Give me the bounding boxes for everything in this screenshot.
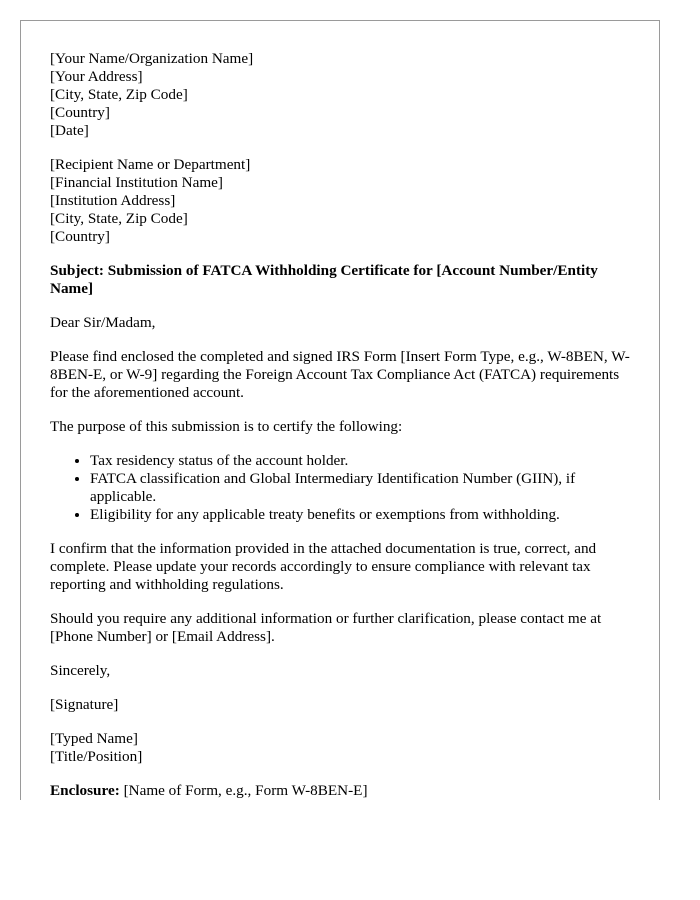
paragraph-contact: Should you require any additional information or further clarification, please contact me at [Phone Number] or [Email Address].	[50, 610, 602, 645]
sender-country: [Country]	[50, 104, 110, 121]
paragraph-confirmation: I confirm that the information provided in the attached documentation is true, correct, and complete. Please update your records accordingly to ensure compliance with relevant tax reporting and withholding regulations.	[50, 540, 597, 593]
recipient-name: [Recipient Name or Department]	[50, 156, 251, 173]
signature-placeholder: [Signature]	[50, 696, 119, 713]
closing: Sincerely,	[50, 662, 111, 679]
sender-city-state-zip: [City, State, Zip Code]	[50, 86, 188, 103]
salutation: Dear Sir/Madam,	[50, 314, 156, 331]
title-position: [Title/Position]	[50, 748, 143, 765]
recipient-block	[50, 156, 640, 246]
list-item: • Tax residency status of the account holder.	[90, 452, 640, 470]
list-item: • FATCA classification and Global Intermediary Identification Number (GIIN), if applicable.	[90, 470, 640, 506]
typed-name: [Typed Name]	[50, 730, 138, 747]
paragraph-purpose: The purpose of this submission is to certify the following:	[50, 418, 403, 435]
enclosure-label: Enclosure:	[50, 782, 120, 799]
list-item: • Eligibility for any applicable treaty benefits or exemptions from withholding.	[90, 506, 640, 524]
enclosure-value: [Name of Form, e.g., Form W-8BEN-E]	[119, 782, 368, 799]
sender-name: [Your Name/Organization Name]	[50, 50, 254, 67]
enclosure-line	[50, 782, 640, 800]
recipient-city-state-zip: [City, State, Zip Code]	[50, 210, 188, 227]
recipient-address: [Institution Address]	[50, 192, 176, 209]
paragraph-enclosed-form: Please find enclosed the completed and signed IRS Form [Insert Form Type, e.g., W-8BEN, W-8BEN-E, or W-9] regarding the Foreign Account Tax Compliance Act (FATCA) requirements for the aforementioned account.	[50, 348, 630, 401]
letter-date: [Date]	[50, 122, 89, 139]
sender-address: [Your Address]	[50, 68, 143, 85]
sender-block	[50, 50, 640, 140]
recipient-country: [Country]	[50, 228, 110, 245]
certification-list	[50, 452, 640, 524]
signer-block	[50, 730, 640, 766]
subject-line: Subject: Submission of FATCA Withholding Certificate for [Account Number/Entity Name]	[50, 262, 598, 297]
letter-body	[50, 50, 640, 816]
letter-page	[20, 20, 660, 800]
recipient-institution: [Financial Institution Name]	[50, 174, 223, 191]
